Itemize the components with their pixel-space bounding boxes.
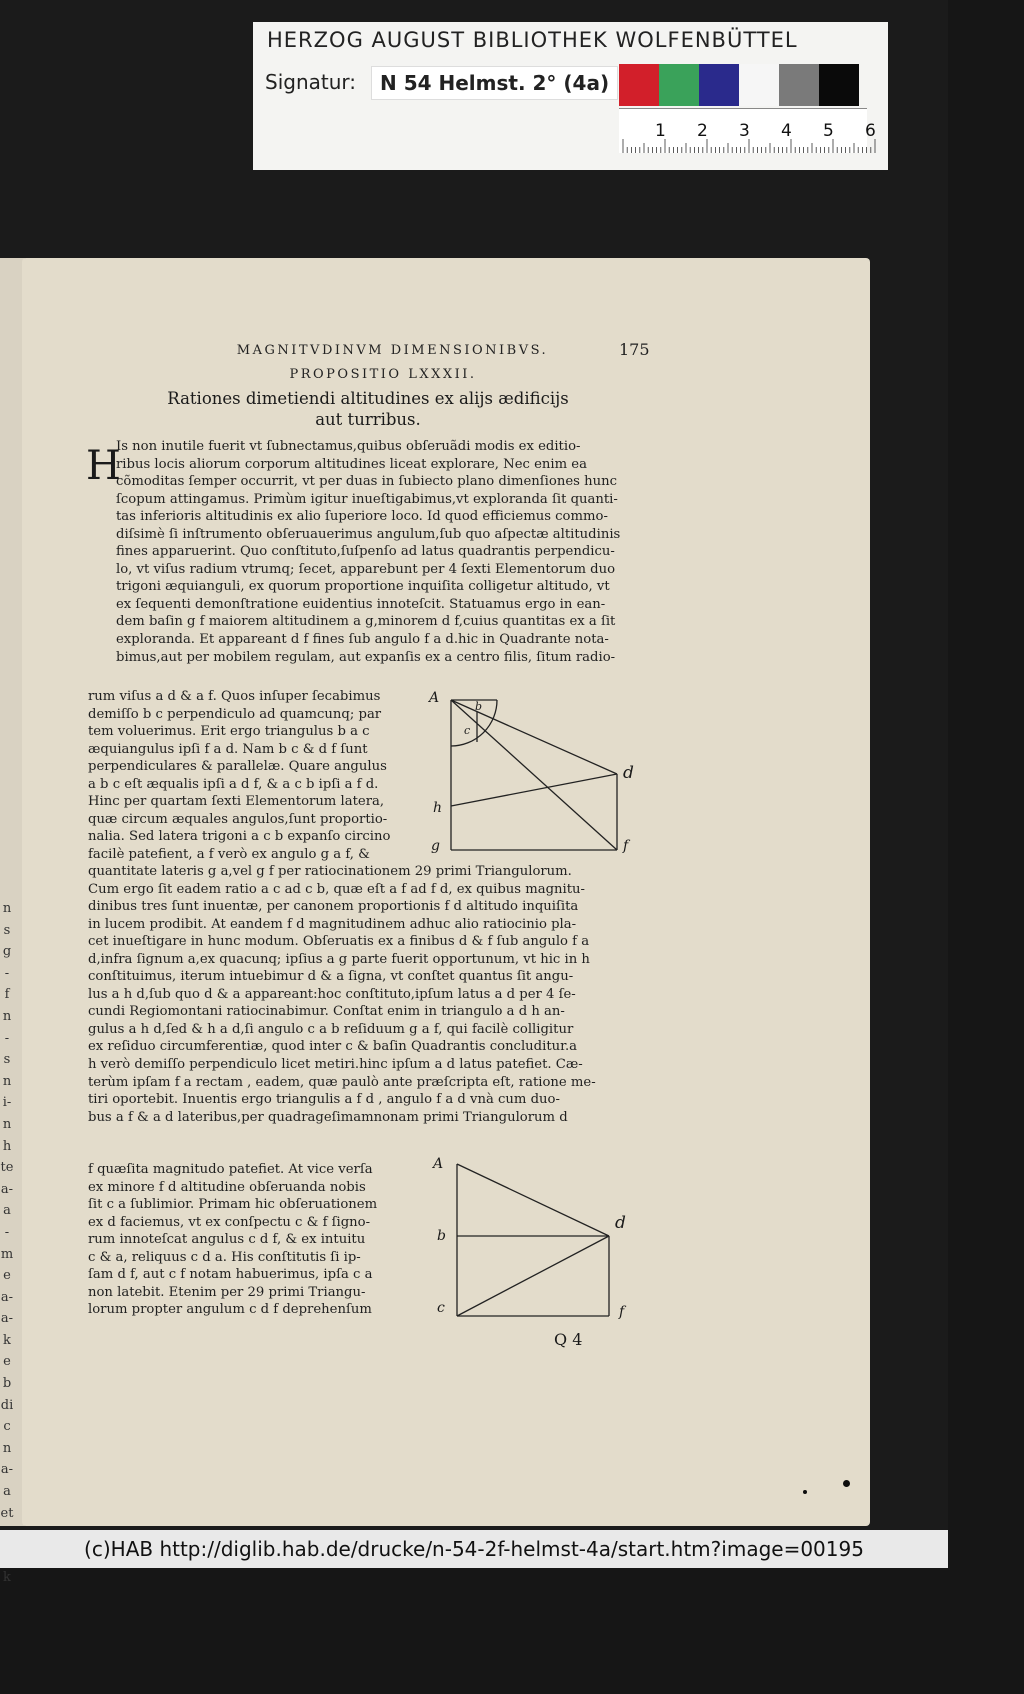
ruler-number: 6 <box>865 121 876 141</box>
text-line: ſcopum attingamus. Primùm igitur inueſtigabimus,vt exploranda ſit quanti- <box>116 491 618 507</box>
text-line: quantitate lateris g a,vel g f per ratiocinationem 29 primi Triangulorum. <box>88 864 572 879</box>
margin-fragment: - <box>4 965 10 981</box>
geometry-diagram-2 <box>427 1154 662 1324</box>
library-label-card <box>253 22 888 170</box>
text-line: tem voluerimus. Erit ergo triangulus b a c <box>88 724 370 740</box>
line-hd <box>451 774 617 806</box>
margin-fragment: c <box>3 1419 11 1435</box>
margin-fragment: di <box>0 1397 14 1413</box>
text-line: facilè patefient, a f verò ex angulo g a f, & <box>88 846 370 862</box>
text-line: ex reſiduo circumferentiæ, quod inter c & baſin Quadrantis concluditur.a <box>88 1039 578 1055</box>
ruler-number: 5 <box>823 121 834 141</box>
scale-ruler <box>619 108 876 153</box>
library-name: HERZOG AUGUST BIBLIOTHEK WOLFENBÜTTEL <box>267 28 798 52</box>
ruler-number: 2 <box>697 121 708 141</box>
text-line: Cum ergo ſit eadem ratio a c ad c b, quæ eſt a f ad f d, ex quibus magnitu- <box>88 881 585 897</box>
text-line: quæ circum æquales angulos,ſunt proportio- <box>88 811 388 827</box>
line-ad <box>457 1164 609 1236</box>
color-swatch <box>779 64 819 106</box>
line-cd <box>457 1236 609 1316</box>
margin-fragment: a <box>3 1203 11 1219</box>
text-line: cundi Regiomontani ratiocinabimur. Conſtat enim in triangulo a d h an- <box>88 1004 565 1020</box>
text-line: ex ſequenti demonſtratione euidentius innoteſcit. Statuamus ergo in ean- <box>116 596 606 612</box>
margin-fragment: a <box>3 1484 11 1500</box>
margin-fragment: n <box>2 1073 12 1089</box>
ink-spot <box>803 1490 807 1494</box>
text-line: rum innoteſcat angulus c d f, & ex intuitu <box>88 1232 366 1248</box>
color-swatch <box>619 64 659 106</box>
text-line: bimus,aut per mobilem regulam, aut expanſis ex a centro filis, ſitum radio- <box>116 649 616 665</box>
margin-fragment: f <box>4 987 10 1003</box>
facing-page-margin-text <box>0 898 14 1589</box>
text-line: trigoni æquianguli, ex quorum proportione inquiſita colligetur altitudo, vt <box>116 579 610 595</box>
margin-fragment: n <box>2 901 12 916</box>
text-line: non latebit. Etenim per 29 primi Triangu- <box>88 1284 366 1300</box>
signatur-label: Signatur: <box>265 70 357 94</box>
text-line: c & a, reliquus c d a. His conſtitutis ſi ip- <box>88 1249 361 1265</box>
label-b: b <box>475 700 483 713</box>
text-line: lorum propter angulum c d f deprehenſum <box>88 1302 372 1318</box>
text-line: Hinc per quartam ſexti Elementorum latera, <box>88 794 385 810</box>
copyright-footer: (c)HAB http://diglib.hab.de/drucke/n-54-2f-helmst-4a/start.htm?image=00195 <box>0 1530 948 1568</box>
margin-fragment: a- <box>0 1311 14 1327</box>
text-line: conſtituimus, iterum intuebimur d & a ſigna, vt conſtet quantus ſit angu- <box>88 969 574 985</box>
folio-number: 175 <box>619 340 650 359</box>
paragraph-2 <box>88 688 443 863</box>
label-b: b <box>437 1228 446 1244</box>
heading-line-1: Rationes dimetiendi altitudines ex aliјs ædificijs <box>167 389 569 408</box>
text-line: tiri oportebit. Inuentis ergo triangulis a f d , angulo f a d vnà cum duo- <box>88 1092 560 1108</box>
margin-fragment: n <box>2 1008 12 1024</box>
margin-fragment: e <box>3 1354 11 1370</box>
text-line: perpendiculares & parallelæ. Quare angulus <box>88 759 387 775</box>
geometry-diagram-1 <box>427 690 657 855</box>
section-heading <box>158 388 578 430</box>
text-line: dinibus tres ſunt inuentæ, per canonem proportionis f d altitudo inquiſita <box>88 899 579 915</box>
text-line: h verò demiſſo perpendiculo licet metiri.hinc ipſum a d latus patefiet. Cæ- <box>88 1057 583 1073</box>
text-line: gulus a h d,ſed & h a d,ſi angulo c a b reſiduum g a f, qui facilè colligitur <box>88 1021 574 1037</box>
text-line: in lucem prodibit. At eandem f d magnitudinem adhuc alio ratiocinio pla- <box>88 916 577 932</box>
margin-fragment: h <box>2 1138 12 1154</box>
margin-fragment: et <box>0 1505 14 1521</box>
text-line: ribus locis aliorum corporum altitudines liceat explorare, Nec enim ea <box>116 456 587 472</box>
text-line: ſam d f, aut c f notam habuerimus, ipſa c a <box>88 1267 373 1283</box>
ruler-number: 3 <box>739 121 750 141</box>
paragraph-3 <box>88 863 648 1126</box>
ruler-number: 4 <box>781 121 792 141</box>
text-line: ex d faciemus, vt ex conſpectu c & f ſigno- <box>88 1214 371 1230</box>
margin-fragment: te <box>0 1160 14 1176</box>
margin-fragment: m <box>0 1246 14 1262</box>
label-f: f <box>623 838 629 854</box>
margin-fragment: n <box>2 1440 12 1456</box>
margin-fragment: b <box>2 1376 12 1392</box>
label-f: f <box>619 1304 625 1320</box>
color-swatch <box>739 64 779 106</box>
text-line: rum viſus a d & a f. Quos inſuper ſecabimus <box>88 689 381 704</box>
color-calibration-strip <box>619 64 859 106</box>
text-line: tas inferioris altitudinis ex alio ſuperiore loco. Id quod efficiemus commo- <box>116 509 608 525</box>
margin-fragment: g <box>2 944 12 960</box>
margin-fragment: a- <box>0 1181 14 1197</box>
text-line: lo, vt viſus radium vtrumq; ſecet, apparebunt per 4 ſexti Elementorum duo <box>116 561 616 577</box>
label-d: d <box>623 763 634 783</box>
text-line: d,infra ſignum a,ex quacunq; ipſius a g parte fuerit opportunum, vt hic in h <box>88 951 590 967</box>
label-a: A <box>429 690 440 706</box>
text-line: ex minore f d altitudine obſeruanda nobis <box>88 1179 366 1195</box>
text-line: cõmoditas ſemper occurrit, vt per duas in ſubiecto plano dimenſiones hunc <box>116 474 617 490</box>
label-d: d <box>615 1213 626 1233</box>
margin-fragment: - <box>4 1224 10 1240</box>
text-line: ſit c a ſublimior. Primam hic obſeruationem <box>88 1197 378 1213</box>
label-g: g <box>431 838 440 854</box>
ink-spot <box>843 1480 850 1487</box>
signatur-value: N 54 Helmst. 2° (4a) <box>371 66 618 100</box>
text-line: exploranda. Et appareant d f fines ſub angulo f a d.hic in Quadrante nota- <box>116 632 609 648</box>
text-line: lus a h d,ſub quo d & a appareant:hoc conſtituto,ipſum latus a d per 4 ſe- <box>88 986 576 1002</box>
running-head: MAGNITVDINVM DIMENSIONIBVS. <box>236 343 549 358</box>
margin-fragment: - <box>4 1030 10 1046</box>
margin-fragment: s <box>3 1052 11 1068</box>
text-line: a b c eſt æqualis ipſi a d f, & a c b ipſi a f d. <box>88 776 379 792</box>
drop-capital: H <box>86 443 121 489</box>
text-line: demiſſo b c perpendiculo ad quamcunq; par <box>88 706 382 722</box>
paragraph-4 <box>88 1161 440 1319</box>
text-line: dem baſin g f maiorem altitudinem a g,minorem d f,cuius quantitas ex a ſit <box>116 614 616 630</box>
text-line: nalia. Sed latera trigoni a c b expanſo circino <box>88 829 391 845</box>
text-line: bus a f & a d lateribus,per quadrageſimamnonam primi Triangulorum d <box>88 1109 568 1125</box>
catchword: Q 4 <box>554 1330 583 1349</box>
color-swatch <box>819 64 859 106</box>
proposition-number: PROPOSITIO LXXXII. <box>289 367 477 382</box>
label-h: h <box>433 800 443 816</box>
margin-fragment: s <box>3 922 11 938</box>
text-line: æquiangulus ipſi f a d. Nam b c & d f ſunt <box>88 741 368 757</box>
book-page <box>22 258 870 1526</box>
text-line: f quæſita magnitudo patefiet. At vice verſa <box>88 1162 373 1177</box>
label-c: c <box>437 1300 445 1316</box>
line-af <box>451 700 617 850</box>
color-swatch <box>659 64 699 106</box>
text-line: fines apparuerint. Quo conſtituto,ſuſpenſo ad latus quadrantis perpendicu- <box>116 544 615 560</box>
margin-fragment: n <box>2 1116 12 1132</box>
margin-fragment: a- <box>0 1462 14 1478</box>
text-line: cet inueſtigare in hunc modum. Obſeruatis ex a finibus d & f ſub angulo f a <box>88 934 590 950</box>
margin-fragment: i- <box>2 1095 12 1111</box>
margin-fragment: e <box>3 1268 11 1284</box>
label-c: c <box>464 724 471 737</box>
heading-line-2: aut turribus. <box>315 410 421 429</box>
margin-fragment: k <box>3 1570 11 1586</box>
text-line: diſsimè ſi inſtrumento obſeruauerimus angulum,ſub quo aſpectæ altitudinis <box>116 526 621 542</box>
margin-fragment: k <box>3 1332 11 1348</box>
paragraph-1 <box>116 438 648 666</box>
color-swatch <box>699 64 739 106</box>
margin-fragment: a- <box>0 1289 14 1305</box>
text-line: Is non inutile fuerit vt ſubnectamus,quibus obſeruãdi modis ex editio- <box>116 439 581 454</box>
label-a: A <box>433 1156 444 1172</box>
ruler-number: 1 <box>655 121 666 141</box>
text-line: terùm ipſam f a rectam , eadem, quæ paulò ante præſcripta eſt, ratione me- <box>88 1074 596 1090</box>
